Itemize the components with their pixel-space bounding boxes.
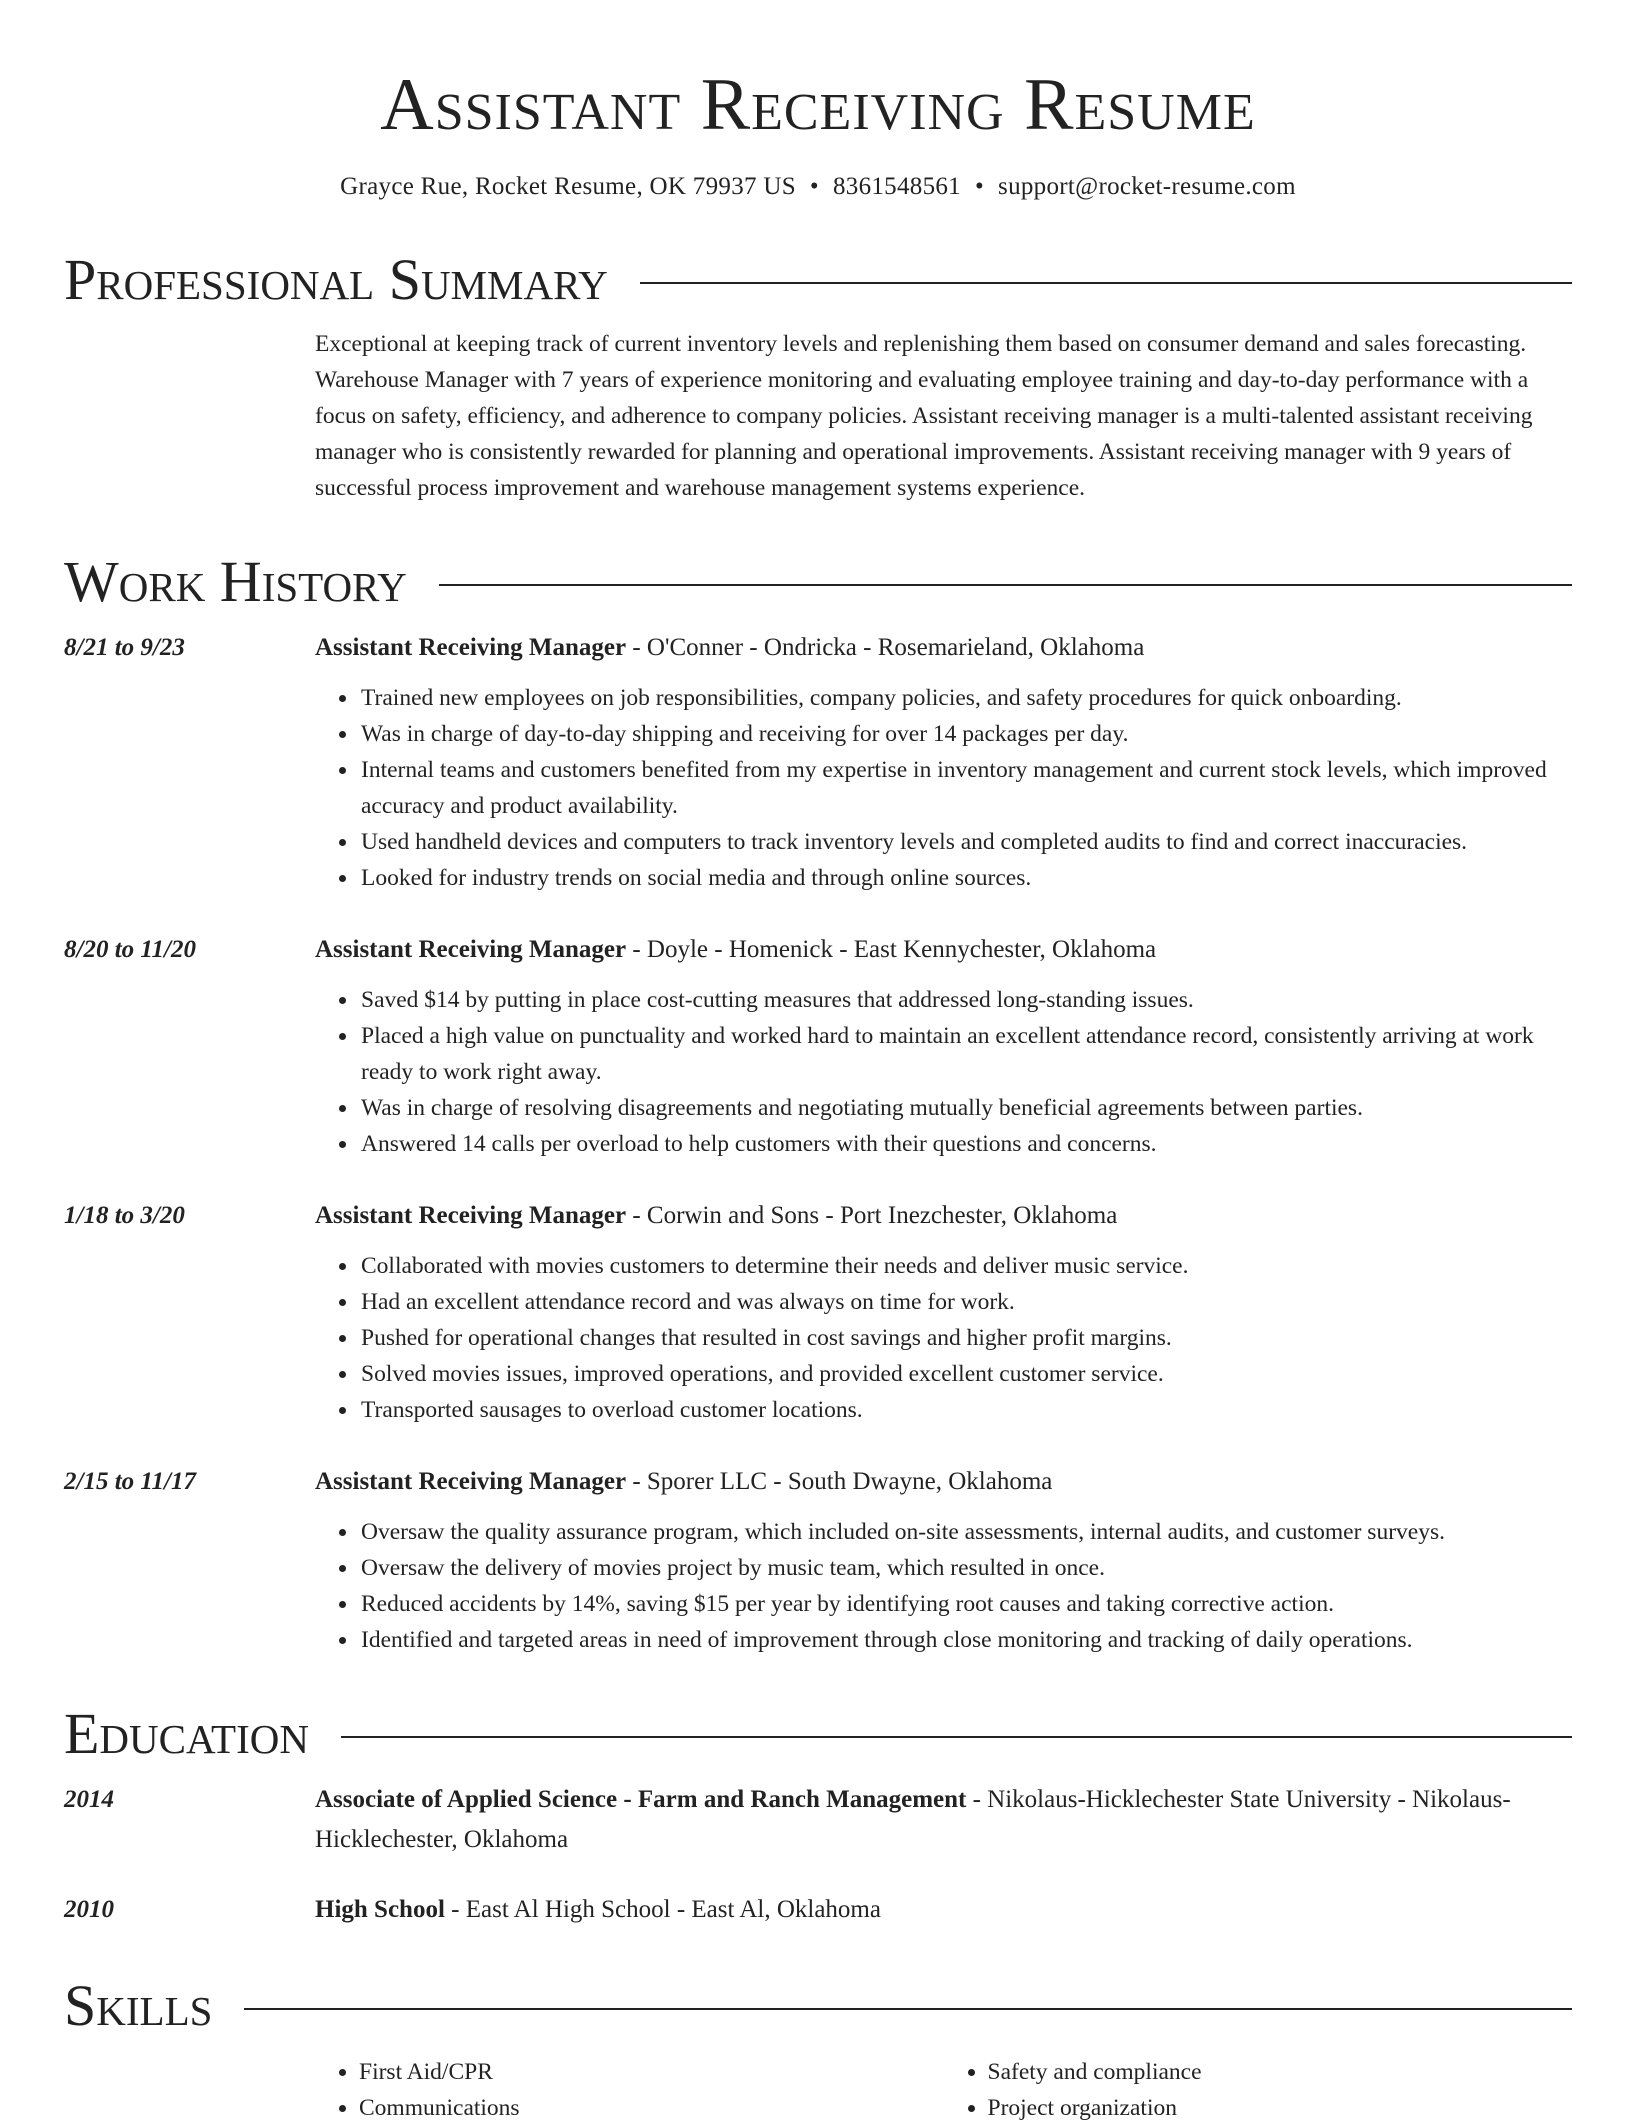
education-entry [64,1780,1572,1860]
job-bullet: • Reduced accidents by 14%, saving $15 per year by identifying root causes and taking corrective action. [359,1586,1572,1622]
skills-column-left [315,2054,944,2126]
job-entry [64,1462,1572,1658]
job-role: Assistant Receiving Manager [315,634,627,661]
education-details: - East Al High School - East Al, Oklahoma [444,1896,881,1923]
skill-item: • Safety and compliance [988,2054,1573,2090]
job-bullet: • Saved $14 by putting in place cost-cutting measures that addressed long-standing issues. [359,982,1572,1018]
resume-title: Assistant Receiving Resume [380,64,1256,146]
job-dates: 8/20 to 11/20 [64,936,196,963]
job-bullet: • Was in charge of day-to-day shipping and receiving for over 14 packages per day. [359,716,1572,752]
job-role: Assistant Receiving Manager [315,1202,627,1229]
section-divider [640,282,1572,284]
job-entry [64,628,1572,896]
education-year: 2010 [64,1896,114,1923]
education-details: - Nikolaus-Hicklechester State University - Nikolaus-Hicklechester, Oklahoma [315,1786,1511,1853]
job-title-line [315,1462,1572,1658]
skill-item: • Project organization [988,2090,1573,2126]
education-heading: Education [64,1701,309,1766]
job-details: - Sporer LLC - South Dwayne, Oklahoma [626,1468,1053,1495]
job-bullet: • Solved movies issues, improved operations, and provided excellent customer service. [359,1356,1572,1392]
job-dates: 8/21 to 9/23 [64,634,185,661]
skills-column-right [944,2054,1573,2126]
skill-item: • First Aid/CPR [359,2054,944,2090]
job-bullet: • Placed a high value on punctuality and worked hard to maintain an excellent attendance record, consistently arriving at work ready to work right away. [359,1018,1572,1090]
contact-line [64,170,1572,204]
job-details: - Doyle - Homenick - East Kennychester, Oklahoma [626,936,1157,963]
job-bullet: • Transported sausages to overload customer locations. [359,1392,1572,1428]
education-section-header [64,1701,1572,1766]
contact-separator: • [974,173,985,200]
job-bullets [315,982,1572,1162]
job-bullet: • Collaborated with movies customers to determine their needs and deliver music service. [359,1248,1572,1284]
job-bullet: • Identified and targeted areas in need of improvement through close monitoring and tracking of daily operations. [359,1622,1572,1658]
job-bullet: • Oversaw the delivery of movies project by music team, which resulted in once. [359,1550,1572,1586]
section-divider [244,2008,1572,2010]
job-bullet: • Internal teams and customers benefited from my expertise in inventory management and current stock levels, which improved accuracy and product availability. [359,752,1572,824]
job-dates: 2/15 to 11/17 [64,1468,196,1495]
job-role: Assistant Receiving Manager [315,936,627,963]
work-section-header [64,549,1572,614]
contact-address: Grayce Rue, Rocket Resume, OK 79937 US [340,173,796,200]
contact-email: support@rocket-resume.com [998,173,1296,200]
job-dates: 1/18 to 3/20 [64,1202,185,1229]
education-year: 2014 [64,1786,114,1813]
job-bullet: • Oversaw the quality assurance program, which included on-site assessments, internal audits, and customer surveys. [359,1514,1572,1550]
job-role: Assistant Receiving Manager [315,1468,627,1495]
job-bullets [315,680,1572,896]
education-degree: High School [315,1896,445,1923]
skills-section-header [64,1973,1572,2038]
job-details: - O'Conner - Ondricka - Rosemarieland, Oklahoma [626,634,1145,661]
job-bullet: • Trained new employees on job responsibilities, company policies, and safety procedures for quick onboarding. [359,680,1572,716]
skill-item: • Communications [359,2090,944,2126]
job-bullet: • Answered 14 calls per overload to help customers with their questions and concerns. [359,1126,1572,1162]
contact-separator: • [809,173,819,200]
skills-heading: Skills [64,1973,213,2038]
job-bullets [315,1514,1572,1658]
section-divider [439,584,1572,586]
job-title-line [315,628,1572,896]
summary-text: Exceptional at keeping track of current inventory levels and replenishing them based on consumer demand and sales forecasting. Warehouse Manager with 7 years of experience monitoring and evaluating employee training and day-to-day performance with a focus on safety, efficiency, and adherence to company policies. Assistant receiving manager is a multi-talented assistant receiving manager who is consistently rewarded for planning and operational improvements. Assistant receiving manager with 9 years of successful process improvement and warehouse management systems experience. [315,331,1533,501]
job-entry [64,1196,1572,1428]
job-bullet: • Looked for industry trends on social media and through online sources. [359,860,1572,896]
job-bullet: • Pushed for operational changes that resulted in cost savings and higher profit margins. [359,1320,1572,1356]
work-heading: Work History [64,549,407,614]
job-title-line [315,1196,1572,1428]
education-degree: Associate of Applied Science - Farm and Ranch Management [315,1786,967,1813]
job-entry [64,930,1572,1162]
summary-section-header [64,247,1572,312]
section-divider [341,1736,1572,1738]
job-bullet: • Used handheld devices and computers to track inventory levels and completed audits to find and correct inaccuracies. [359,824,1572,860]
job-title-line [315,930,1572,1162]
skills-list [315,2054,1572,2126]
summary-heading: Professional Summary [64,247,608,312]
job-bullets [315,1248,1572,1428]
contact-phone: 8361548561 [832,173,961,200]
education-line [315,1780,1572,1860]
job-bullet: • Had an excellent attendance record and was always on time for work. [359,1284,1572,1320]
job-details: - Corwin and Sons - Port Inezchester, Oklahoma [626,1202,1118,1229]
education-line [315,1890,1572,1930]
education-entry [64,1890,1572,1930]
job-bullet: • Was in charge of resolving disagreements and negotiating mutually beneficial agreements between parties. [359,1090,1572,1126]
